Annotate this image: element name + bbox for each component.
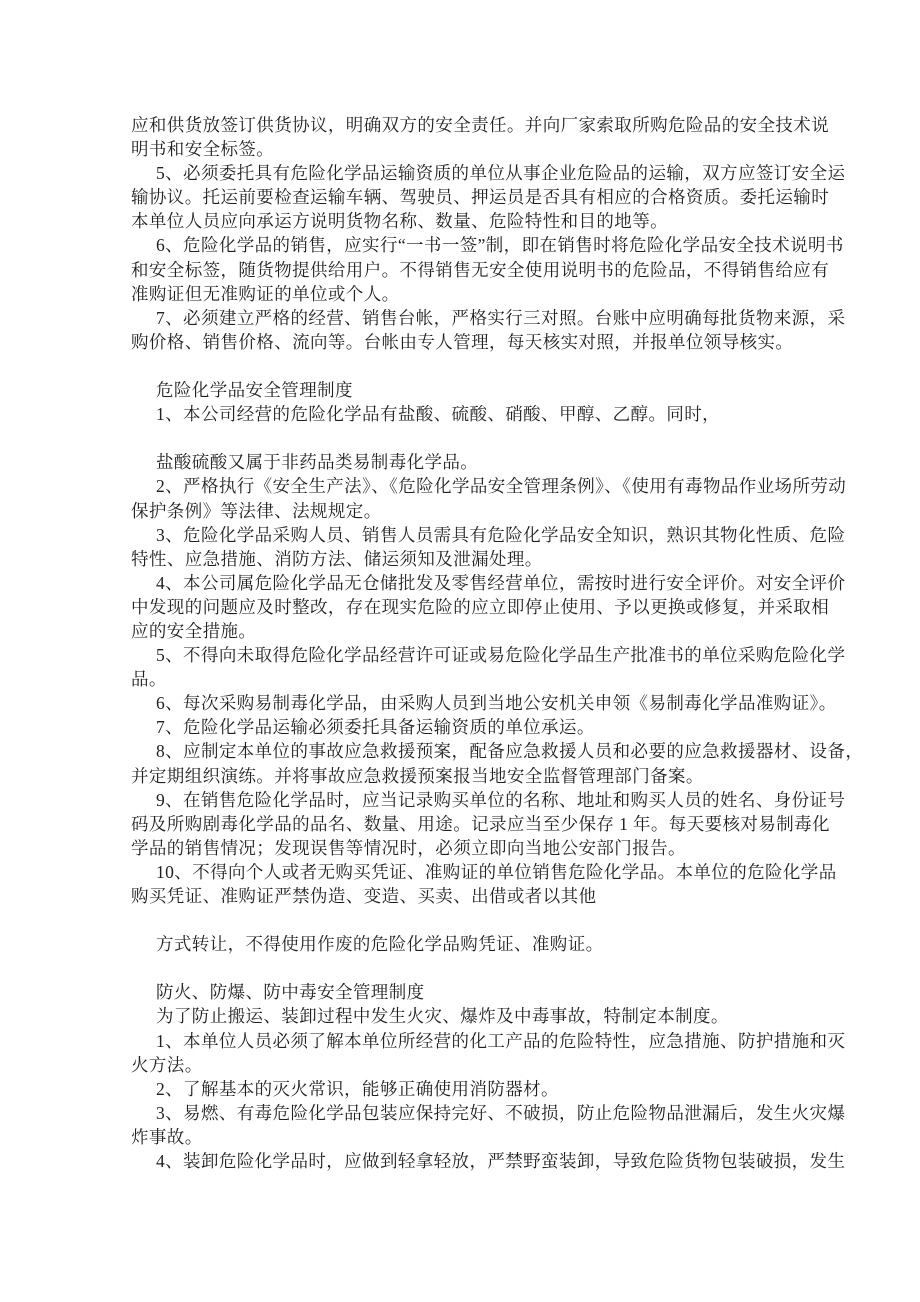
text-line: 学品的销售情况；发现误售等情况时，必须立即向当地公安部门报告。 <box>131 837 686 858</box>
text-line: 并定期组织演练。并将事故应急救援预案报当地安全监督管理部门备案。 <box>131 765 704 786</box>
text-line: 方式转让，不得使用作废的危险化学品购凭证、准购证。 <box>156 934 604 955</box>
text-line: 明书和安全标签。 <box>131 139 275 160</box>
text-line: 特性、应急措施、消防方法、储运须知及泄漏处理。 <box>131 548 543 569</box>
text-line: 本单位人员应向承运方说明货物名称、数量、危险特性和目的地等。 <box>131 211 668 232</box>
text-line: 盐酸硫酸又属于非药品类易制毒化学品。 <box>156 452 479 473</box>
text-line: 2、了解基本的灭火常识，能够正确使用消防器材。 <box>156 1078 559 1099</box>
text-line: 炸事故。 <box>131 1126 203 1147</box>
text-line: 购价格、销售价格、流向等。台帐由专人管理，每天核实对照，并报单位领导核实。 <box>131 331 794 352</box>
text-line: 6、危险化学品的销售，应实行“一书一签”制，即在销售时将危险化学品安全技术说明书 <box>156 235 844 256</box>
text-line: 中发现的问题应及时整改，存在现实危险的应立即停止使用、予以更换或修复，并采取相 <box>131 596 830 617</box>
blank-line <box>131 354 846 378</box>
text-line: 应和供货放签订供货协议，明确双方的安全责任。并向厂家索取所购危险品的安全技术说 <box>131 115 830 135</box>
text-line: 5、必须委托具有危险化学品运输资质的单位从事企业危险品的运输，双方应签订安全运 <box>156 163 846 184</box>
text-line: 5、不得向未取得危险化学品经营许可证或易危险化学品生产批准书的单位采购危险化学 <box>156 645 846 666</box>
text-line: 2、严格执行《安全生产法》、《危险化学品安全管理条例》、《使用有毒物品作业场所劳动 <box>156 476 847 497</box>
text-line: 准购证但无准购证的单位或个人。 <box>131 283 400 304</box>
text-line: 和安全标签，随货物提供给用户。不得销售无安全使用说明书的危险品，不得销售给应有 <box>131 259 830 280</box>
text-line: 1、本公司经营的危险化学品有盐酸、硫酸、硝酸、甲醇、乙醇。同时， <box>156 404 721 425</box>
section-heading: 防火、防爆、防中毒安全管理制度 <box>156 982 425 1003</box>
blank-line <box>131 908 846 932</box>
text-line: 应的安全措施。 <box>131 620 257 641</box>
text-line: 输协议。托运前要检查运输车辆、驾驶员、押运员是否具有相应的合格资质。委托运输时 <box>131 187 830 208</box>
blank-line <box>131 426 846 450</box>
text-line: 10、不得向个人或者无购买凭证、准购证的单位销售危险化学品。本单位的危险化学品 <box>156 861 837 882</box>
text-line: 1、本单位人员必须了解本单位所经营的化工产品的危险特性，应急措施、防护措施和灭 <box>156 1030 846 1051</box>
text-line: 7、必须建立严格的经营、销售台帐，严格实行三对照。台账中应明确每批货物来源，采 <box>156 307 846 328</box>
text-line: 为了防止搬运、装卸过程中发生火灾、爆炸及中毒事故，特制定本制度。 <box>156 1006 729 1027</box>
text-line: 购买凭证、准购证严禁伪造、变造、买卖、出借或者以其他 <box>131 886 597 906</box>
blank-line <box>131 956 846 980</box>
text-line: 7、危险化学品运输必须委托具备运输资质的单位承运。 <box>156 717 595 738</box>
text-line: 码及所购剧毒化学品的品名、数量、用途。记录应当至少保存 1 年。每天要核对易制毒化 <box>131 813 830 834</box>
document-text-body <box>131 113 864 1173</box>
text-line: 3、易燃、有毒危险化学品包装应保持完好、不破损，防止危险物品泄漏后，发生火灾爆 <box>156 1102 846 1123</box>
text-line: 火方法。 <box>131 1054 203 1075</box>
text-line: 8、应制定本单位的事故应急救援预案，配备应急救援人员和必要的应急救援器材、设备， <box>156 741 864 762</box>
text-line: 4、本公司属危险化学品无仓储批发及零售经营单位，需按时进行安全评价。对安全评价 <box>156 572 846 593</box>
text-line: 3、危险化学品采购人员、销售人员需具有危险化学品安全知识，熟识其物化性质、危险 <box>156 524 846 545</box>
text-line: 4、装卸危险化学品时，应做到轻拿轻放，严禁野蛮装卸，导致危险货物包装破损，发生 <box>156 1151 846 1172</box>
text-line: 品。 <box>131 669 167 690</box>
section-heading: 危险化学品安全管理制度 <box>156 380 353 401</box>
text-line: 6、每次采购易制毒化学品，由采购人员到当地公安机关申领《易制毒化学品准购证》。 <box>156 693 837 714</box>
text-line: 9、在销售危险化学品时，应当记录购买单位的名称、地址和购买人员的姓名、身份证号 <box>156 789 846 810</box>
text-line: 保护条例》等法律、法规规定。 <box>131 500 382 521</box>
